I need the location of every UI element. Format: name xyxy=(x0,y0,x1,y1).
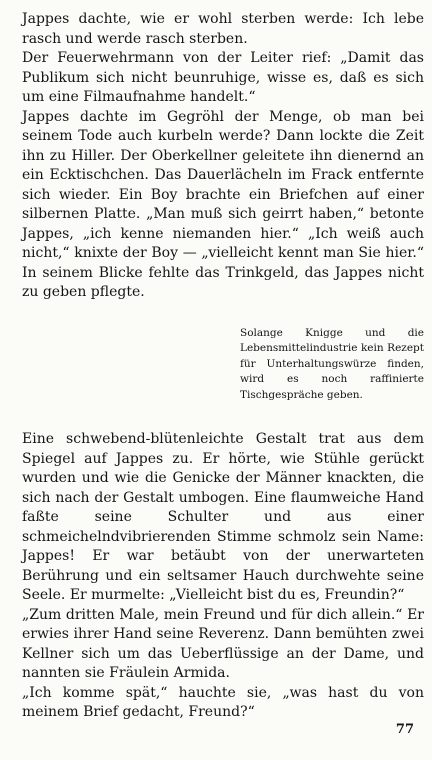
paragraph: Jappes dachte, wie er wohl sterben werde: Ich lebe rasch und werde rasch sterben. xyxy=(22,11,424,47)
marginal-note xyxy=(240,326,424,404)
page-number: 77 xyxy=(395,722,414,737)
marginal-note-text: Solange Knigge und die Lebensmittelindustrie kein Rezept für Unterhaltungswürze finden, wird es noch raffinierte Tischgespräche geben. xyxy=(240,326,424,401)
page-body xyxy=(22,10,424,723)
paragraph: Jappes dachte im Gegröhl der Menge, ob man bei seinem Tode auch kurbeln werde? Dann lockte die Zeit ihn zu Hiller. Der Oberkellner geleitete ihn dienernd an ein Ecktischchen. Das Dauerlächeln im Frack entfernte sich wieder. Ein Boy brachte ein Briefchen auf einer silbernen Platte. „Man muß sich geirrt haben,“ betonte Jappes, „ich kenne niemanden hier.“ „Ich weiß auch nicht,“ knixte der Boy — „vielleicht kennt man Sie hier.“ In seinem Blicke fehlte das Trinkgeld, das Jappes nicht zu geben pflegte. xyxy=(22,108,424,300)
paragraph: „Ich komme spät,“ hauchte sie, „was hast du von meinem Brief gedacht, Freund?“ xyxy=(22,684,424,720)
paragraph: Der Feuerwehrmann von der Leiter rief: „Damit das Publikum sich nicht beunruhige, wisse es, daß es sich um eine Filmaufnahme handelt.“ xyxy=(22,50,424,105)
paragraph: Eine schwebend-blütenleichte Gestalt trat aus dem Spiegel auf Jappes zu. Er hörte, wie Stühle gerückt wurden und wie die Genicke der Männer knackten, die sich nach der Gestalt umbogen. Eine flaumweiche Hand faßte seine Schulter und aus einer schmeichelndvibrierenden Stimme schmolz sein Name: Jappes! Er war betäubt von der unerwarteten Berührung und ein seltsamer Hauch durchwehte seine Seele. Er murmelte: „Vielleicht bist du es, Freundin?“ xyxy=(22,431,424,603)
paragraph: „Zum dritten Male, mein Freund und für dich allein.“ Er erwies ihrer Hand seine Reverenz. Dann bemühten zwei Kellner sich um das Ueberflüssige an der Dame, und nannten sie Fräulein Armida. xyxy=(22,606,424,681)
